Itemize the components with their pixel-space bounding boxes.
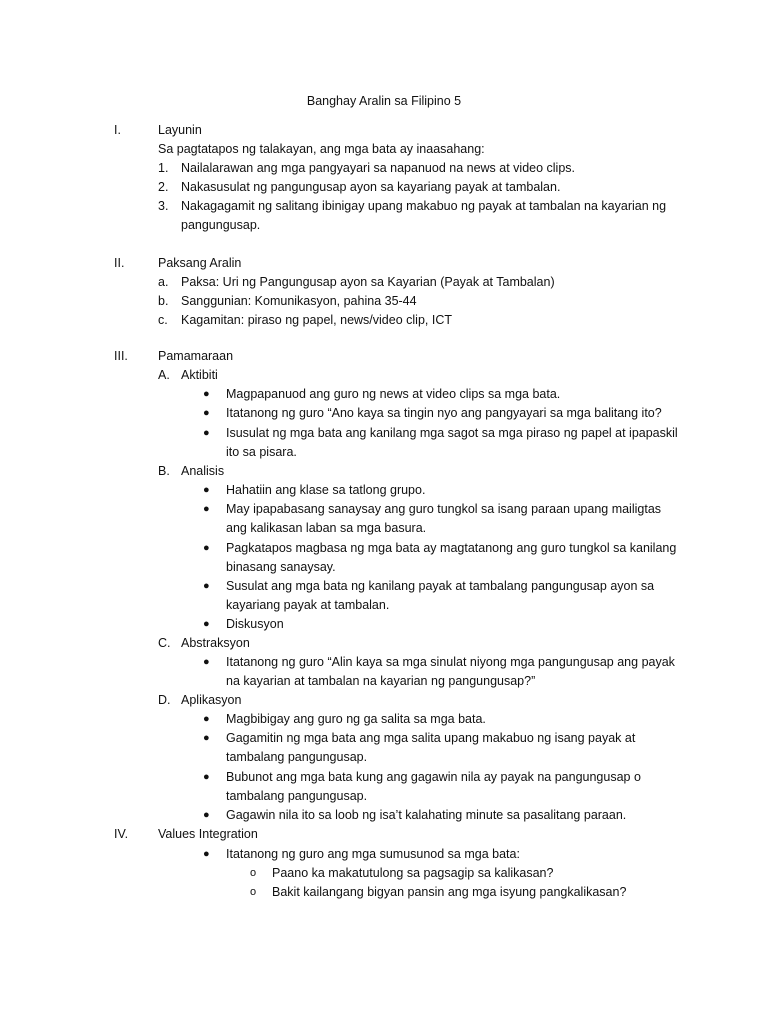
bullet-item: Hahatiin ang klase sa tatlong grupo. (226, 483, 426, 497)
subsection-title: Aplikasyon (181, 693, 242, 707)
bullet-item-continuation: na kayarian at tambalan na kayarian ng pangungusap?” (226, 674, 536, 688)
bullet-item-continuation: binasang sanaysay. (226, 560, 336, 574)
bullet-item: Bubunot ang mga bata kung ang gagawin nila ay payak na pangungusap o (226, 770, 641, 784)
sub-bullet-item: Paano ka makatutulong sa pagsagip sa kalikasan? (272, 866, 554, 880)
bullet-item-continuation: ang kalikasan laban sa mga basura. (226, 521, 427, 535)
bullet-item: Itatanong ng guro “Alin kaya sa mga sinulat niyong mga pangungusap ang payak (226, 655, 675, 669)
bullet-icon: ● (203, 580, 210, 592)
section-numeral: IV. (114, 827, 129, 841)
list-number: 1. (158, 161, 169, 175)
bullet-icon: ● (203, 542, 210, 554)
subsection-title: Analisis (181, 464, 225, 478)
section-intro: Sa pagtatapos ng talakayan, ang mga bata ay inaasahang: (158, 142, 485, 156)
list-letter: c. (158, 313, 168, 327)
document-title: Banghay Aralin sa Filipino 5 (306, 94, 462, 108)
subsection-letter: D. (158, 693, 171, 707)
bullet-item: Itatanong ng guro ang mga sumusunod sa mga bata: (226, 847, 520, 861)
section-heading: Paksang Aralin (158, 256, 242, 270)
bullet-item: Itatanong ng guro “Ano kaya sa tingin nyo ang pangyayari sa mga balitang ito? (226, 406, 662, 420)
bullet-item: Magpapanuod ang guro ng news at video clips sa mga bata. (226, 387, 561, 401)
list-number: 3. (158, 199, 169, 213)
bullet-icon: ● (203, 503, 210, 515)
bullet-item: Magbibigay ang guro ng ga salita sa mga bata. (226, 712, 486, 726)
circle-bullet-icon: o (250, 886, 257, 898)
bullet-icon: ● (203, 656, 210, 668)
list-item: Nakasusulat ng pangungusap ayon sa kayariang payak at tambalan. (181, 180, 561, 194)
bullet-icon: ● (203, 713, 210, 725)
list-item: Sanggunian: Komunikasyon, pahina 35-44 (181, 294, 417, 308)
bullet-icon: ● (203, 407, 210, 419)
list-letter: a. (158, 275, 169, 289)
bullet-item: Gagawin nila ito sa loob ng isa’t kalahating minute sa pasalitang paraan. (226, 808, 627, 822)
section-numeral: I. (114, 123, 121, 137)
subsection-title: Abstraksyon (181, 636, 250, 650)
sub-bullet-item: Bakit kailangang bigyan pansin ang mga isyung pangkalikasan? (272, 885, 627, 899)
bullet-icon: ● (203, 427, 210, 439)
section-heading: Values Integration (158, 827, 258, 841)
bullet-icon: ● (203, 618, 210, 630)
bullet-icon: ● (203, 388, 210, 400)
bullet-icon: ● (203, 848, 210, 860)
bullet-item-continuation: ito sa pisara. (226, 445, 297, 459)
bullet-icon: ● (203, 732, 210, 744)
section-heading: Pamamaraan (158, 349, 234, 363)
bullet-icon: ● (203, 771, 210, 783)
bullet-item: Gagamitin ng mga bata ang mga salita upang makabuo ng isang payak at (226, 731, 636, 745)
bullet-item: May ipapabasang sanaysay ang guro tungkol sa isang paraan upang mailigtas (226, 502, 662, 516)
bullet-item: Susulat ang mga bata ng kanilang payak at tambalang pangungusap ayon sa (226, 579, 655, 593)
circle-bullet-icon: o (250, 867, 257, 879)
bullet-item-continuation: kayariang payak at tambalan. (226, 598, 390, 612)
subsection-letter: A. (158, 368, 170, 382)
list-item-continuation: pangungusap. (181, 218, 261, 232)
bullet-item: Isusulat ng mga bata ang kanilang mga sagot sa mga piraso ng papel at ipapaskil (226, 426, 678, 440)
section-heading: Layunin (158, 123, 202, 137)
list-number: 2. (158, 180, 169, 194)
bullet-item: Pagkatapos magbasa ng mga bata ay magtatanong ang guro tungkol sa kanilang (226, 541, 677, 555)
bullet-item-continuation: tambalang pangungusap. (226, 750, 368, 764)
bullet-item: Diskusyon (226, 617, 284, 631)
subsection-title: Aktibiti (181, 368, 218, 382)
section-numeral: III. (114, 349, 128, 363)
list-letter: b. (158, 294, 169, 308)
list-item: Nakagagamit ng salitang ibinigay upang makabuo ng payak at tambalan na kayarian ng (181, 199, 667, 213)
subsection-letter: B. (158, 464, 170, 478)
bullet-item-continuation: tambalang pangungusap. (226, 789, 368, 803)
bullet-icon: ● (203, 809, 210, 821)
list-item: Kagamitan: piraso ng papel, news/video clip, ICT (181, 313, 452, 327)
section-numeral: II. (114, 256, 125, 270)
subsection-letter: C. (158, 636, 171, 650)
list-item: Nailalarawan ang mga pangyayari sa napanuod na news at video clips. (181, 161, 576, 175)
bullet-icon: ● (203, 484, 210, 496)
list-item: Paksa: Uri ng Pangungusap ayon sa Kayarian (Payak at Tambalan) (181, 275, 555, 289)
